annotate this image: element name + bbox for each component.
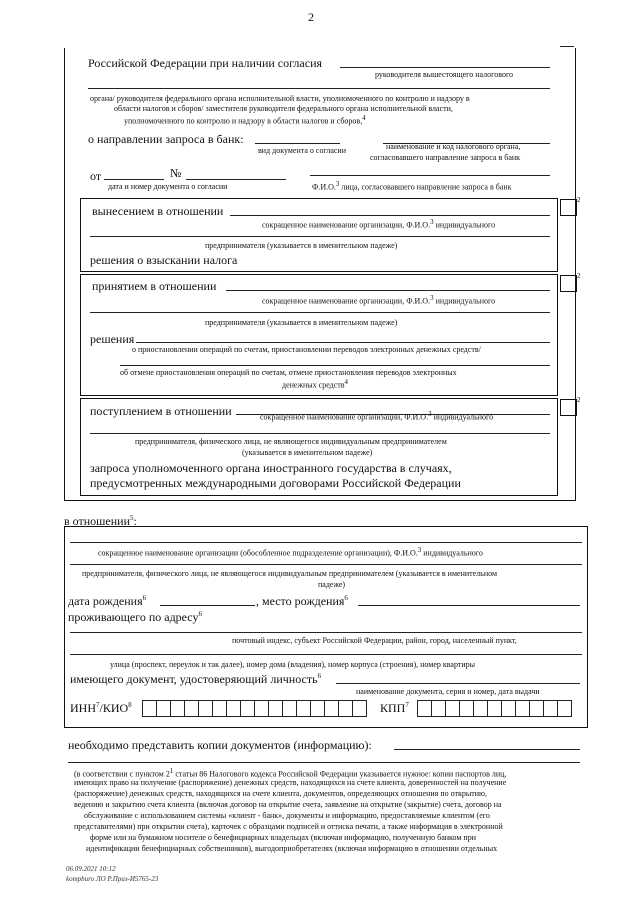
address-field[interactable] [70, 632, 582, 633]
consent-number-field[interactable] [186, 179, 286, 180]
writeoff-decision-checkbox[interactable] [560, 199, 577, 216]
dob-label: дата рождения$^6$ [68, 594, 147, 608]
subject-label: в отношении$^5$: [64, 514, 137, 528]
sec4-label: поступлением в отношении [90, 404, 232, 418]
suspension-decision-checkbox[interactable] [560, 275, 577, 292]
inn-cells[interactable] [143, 700, 367, 717]
page-number: 2 [308, 10, 314, 24]
footer-filename: kompburo ЛО Р.Приз-И5765-23 [66, 875, 159, 883]
inn-kio-label: ИНН$^7$/КИО$^8$ [70, 701, 132, 715]
supervisor-consent-field[interactable] [340, 67, 550, 68]
request-label: о направлении запроса в банк: [88, 132, 244, 146]
sec3-decision-field[interactable] [136, 342, 550, 343]
dob-field[interactable] [160, 605, 255, 606]
subject-name-field[interactable] [70, 542, 582, 543]
docs-label: необходимо представить копии документов (информацию): [68, 738, 372, 752]
sec1-lead: Российской Федерации при наличии согласия [88, 56, 323, 70]
pob-field[interactable] [358, 605, 580, 606]
address-label: проживающего по адресу$^6$ [68, 610, 202, 624]
sec2-label: вынесением в отношении [92, 204, 224, 218]
footer-timestamp: 06.09.2021 10:12 [66, 865, 116, 873]
id-doc-field[interactable] [336, 683, 580, 684]
sec3-org-field[interactable] [226, 290, 550, 291]
consent-doc-type-field[interactable] [255, 143, 340, 144]
sec2-org-field[interactable] [230, 215, 550, 216]
sec3-label: принятием в отношении [92, 279, 217, 293]
kpp-label: КПП$^7$ [380, 701, 409, 715]
consent-date-field[interactable] [104, 179, 164, 180]
kpp-cells[interactable] [418, 700, 572, 717]
sec4-request-line2: предусмотренных международными договорами Российской Федерации [90, 476, 461, 490]
sec3-decisions: решения [90, 332, 135, 346]
sec4-request-line1: запроса уполномоченного органа иностранного государства в случаях, [90, 461, 452, 475]
docs-field[interactable] [394, 749, 580, 750]
id-doc-label: имеющего документ, удостоверяющий личность$^6$ [70, 672, 322, 686]
foreign-request-checkbox[interactable] [560, 399, 577, 416]
sec2-decision: решения о взыскании налога [90, 253, 238, 267]
pob-label: , место рождения$^6$ [256, 594, 348, 608]
from-label: от [90, 169, 102, 183]
number-label: № [170, 166, 182, 180]
approver-fio-field[interactable] [310, 175, 550, 176]
